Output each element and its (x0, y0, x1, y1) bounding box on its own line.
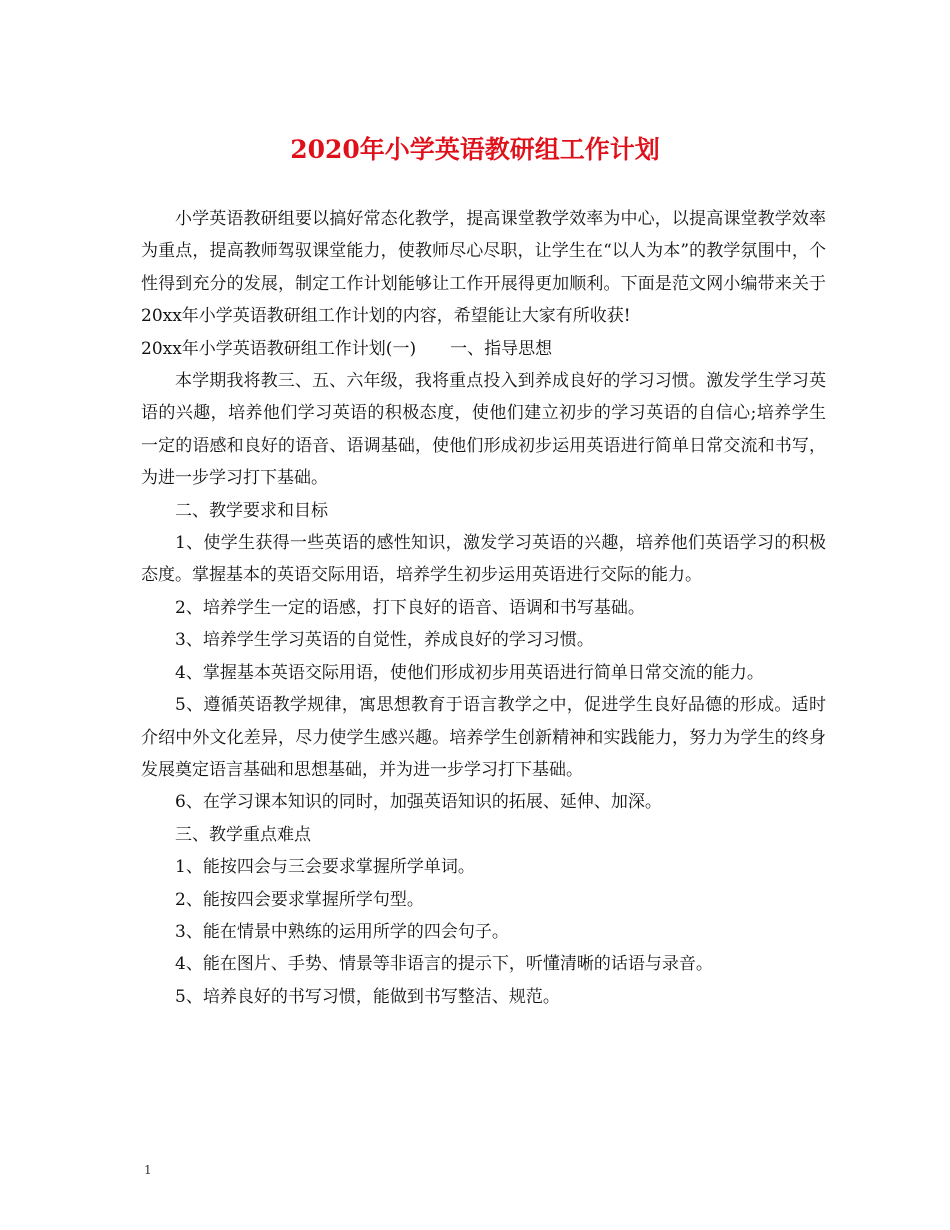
page-number: 1 (144, 1163, 152, 1177)
section-heading: 三、教学重点难点 (175, 824, 311, 845)
body-paragraph: 6、在学习课本知识的同时，加强英语知识的拓展、延伸、加深。 (175, 792, 662, 813)
body-paragraph: 2、培养学生一定的语感，打下良好的语音、语调和书写基础。 (175, 597, 645, 618)
body-paragraph: 3、培养学生学习英语的自觉性，养成良好的学习习惯。 (175, 630, 594, 651)
document-title: 2020年小学英语教研组工作计划 (290, 135, 660, 164)
body-paragraph: 5、培养良好的书写习惯，能做到书写整洁、规范。 (175, 986, 560, 1007)
body-paragraph: 1、使学生获得一些英语的感性知识，激发学习英语的兴趣，培养他们英语学习的积极态度。掌握基本的英语交际用语，培养学生初步运用英语进行交际的能力。 (141, 533, 826, 586)
body-paragraph: 本学期我将教三、五、六年级，我将重点投入到养成良好的学习习惯。激发学生学习英语的兴趣，培养他们学习英语的积极态度，使他们建立初步的学习英语的自信心;培养学生一定的语感和良好的语音、语调基础，使他们形成初步运用英语进行简单日常交流和书写，为进一步学习打下基础。 (141, 371, 826, 489)
body-paragraph: 4、掌握基本英语交际用语，使他们形成初步用英语进行简单日常交流的能力。 (175, 662, 764, 683)
body-paragraph: 2、能按四会要求掌握所学句型。 (175, 889, 424, 910)
plan-subtitle-line: 20xx年小学英语教研组工作计划(一) 一、指导思想 (141, 338, 553, 359)
body-paragraph: 5、遵循英语教学规律，寓思想教育于语言教学之中，促进学生良好品德的形成。适时介绍中外文化差异，尽力使学生感兴趣。培养学生创新精神和实践能力，努力为学生的终身发展奠定语言基础和思想基础，并为进一步学习打下基础。 (141, 695, 826, 780)
body-paragraph: 1、能按四会与三会要求掌握所学单词。 (175, 857, 475, 878)
intro-paragraph: 小学英语教研组要以搞好常态化教学，提高课堂教学效率为中心，以提高课堂教学效率为重点，提高教师驾驭课堂能力，使教师尽心尽职，让学生在“以人为本”的教学氛围中，个性得到充分的发展，制定工作计划能够让工作开展得更加顺利。下面是范文网小编带来关于20xx年小学英语教研组工作计划的内容，希望能让大家有所收获! (141, 209, 826, 327)
document-body (141, 203, 826, 1013)
section-heading: 二、教学要求和目标 (175, 500, 328, 521)
body-paragraph: 3、能在情景中熟练的运用所学的四会句子。 (175, 921, 509, 942)
body-paragraph: 4、能在图片、手势、情景等非语言的提示下，听懂清晰的话语与录音。 (175, 954, 713, 975)
